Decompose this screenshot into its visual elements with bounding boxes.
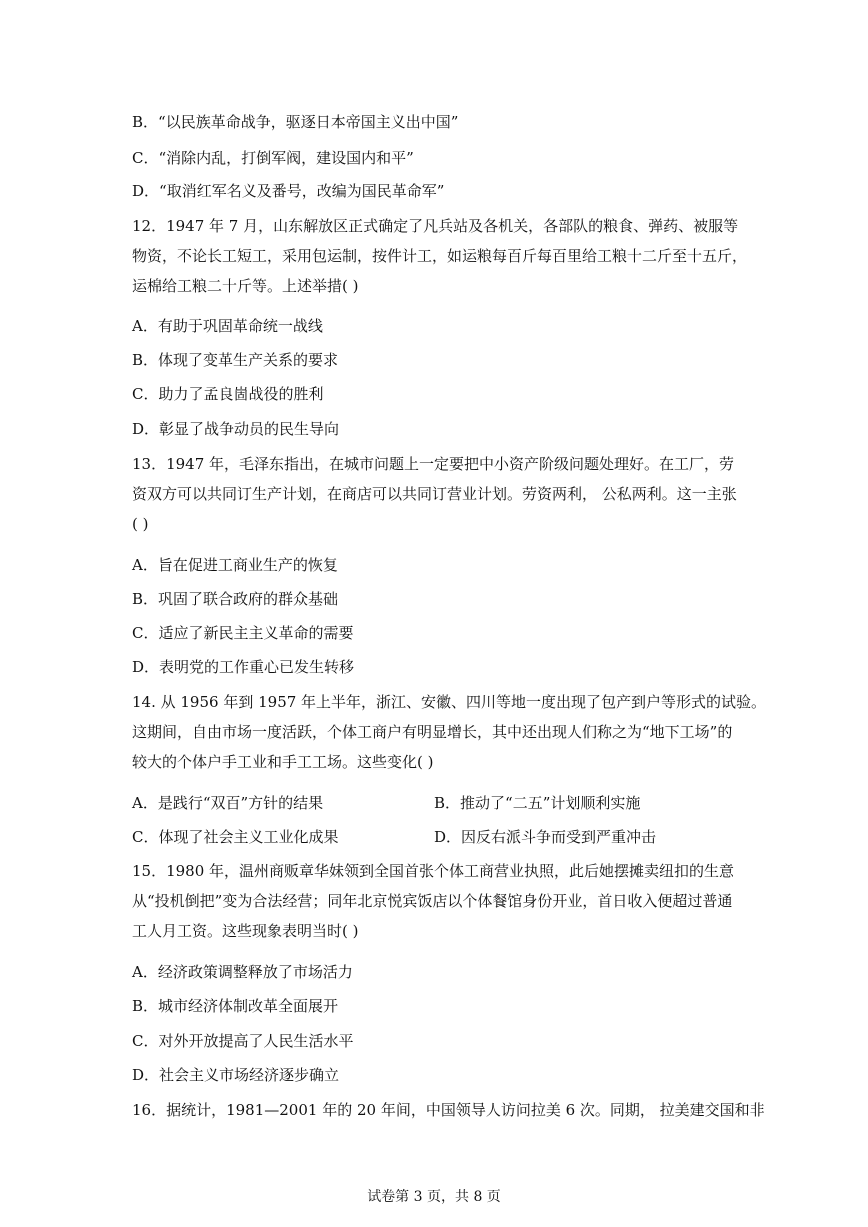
q13-stem-line2: 资双方可以共同订生产计划，在商店可以共同订营业计划。劳资两利， 公私两利。这一主张	[132, 485, 737, 503]
q15-option-a: A．经济政策调整释放了市场活力	[132, 963, 353, 981]
page-footer: 试卷第 3 页，共 8 页	[367, 1189, 501, 1205]
q15-stem-line1: 15．1980 年，温州商贩章华妹领到全国首张个体工商营业执照，此后她摆摊卖纽扣的生意	[132, 862, 735, 880]
q16-stem-line1: 16．据统计，1981—2001 年的 20 年间，中国领导人访问拉美 6 次。同期， 拉美建交国和非	[132, 1101, 765, 1119]
q12-stem-line3: 运棉给工粮二十斤等。上述举措( )	[132, 277, 359, 295]
q14-option-a: A．是践行“双百”方针的结果	[132, 794, 324, 812]
q15-stem-line2: 从“投机倒把”变为合法经营；同年北京悦宾饭店以个体餐馆身份开业，首日收入便超过普通	[132, 892, 733, 910]
q12-option-b: B．体现了变革生产关系的要求	[132, 351, 339, 369]
q12-option-d: D．彰显了战争动员的民生导向	[132, 420, 340, 438]
q14-stem-line2: 这期间，自由市场一度活跃，个体工商户有明显增长，其中还出现人们称之为“地下工场”的	[132, 723, 733, 741]
q15-option-c: C．对外开放提高了人民生活水平	[132, 1032, 354, 1050]
q15-stem-line3: 工人月工资。这些现象表明当时( )	[132, 922, 359, 940]
q14-stem-line3: 较大的个体户手工业和手工工场。这些变化( )	[132, 753, 434, 771]
q13-option-d: D．表明党的工作重心已发生转移	[132, 658, 355, 676]
q14-option-c: C．体现了社会主义工业化成果	[132, 828, 339, 846]
q14-option-d: D．因反右派斗争而受到严重冲击	[434, 828, 657, 846]
q14-option-b: B．推动了“二五”计划顺利实施	[434, 794, 641, 812]
q12-stem-line1: 12．1947 年 7 月，山东解放区正式确定了凡兵站及各机关，各部队的粮食、弹药、被服等	[132, 217, 739, 235]
q13-stem-line3: ( )	[132, 515, 149, 533]
q13-option-b: B．巩固了联合政府的群众基础	[132, 590, 339, 608]
q12-stem-line2: 物资，不论长工短工，采用包运制，按件计工，如运粮每百斤每百里给工粮十二斤至十五斤，	[132, 247, 748, 265]
q11-option-c: C．“消除内乱，打倒军阀，建设国内和平”	[132, 149, 414, 167]
q12-option-a: A．有助于巩固革命统一战线	[132, 317, 323, 335]
q13-option-c: C．适应了新民主主义革命的需要	[132, 624, 354, 642]
q14-stem-line1: 14. 从 1956 年到 1957 年上半年，浙江、安徽、四川等地一度出现了包产到户等形式的试验。	[132, 693, 767, 711]
q11-option-d: D．“取消红军名义及番号，改编为国民革命军”	[132, 182, 445, 200]
q15-option-b: B．城市经济体制改革全面展开	[132, 997, 339, 1015]
q12-option-c: C．助力了孟良崮战役的胜利	[132, 385, 324, 403]
q13-option-a: A．旨在促进工商业生产的恢复	[132, 556, 338, 574]
q13-stem-line1: 13．1947 年，毛泽东指出，在城市问题上一定要把中小资产阶级问题处理好。在工厂，劳	[132, 455, 735, 473]
q11-option-b: B．“以民族革命战争，驱逐日本帝国主义出中国”	[132, 113, 459, 131]
q15-option-d: D．社会主义市场经济逐步确立	[132, 1066, 340, 1084]
